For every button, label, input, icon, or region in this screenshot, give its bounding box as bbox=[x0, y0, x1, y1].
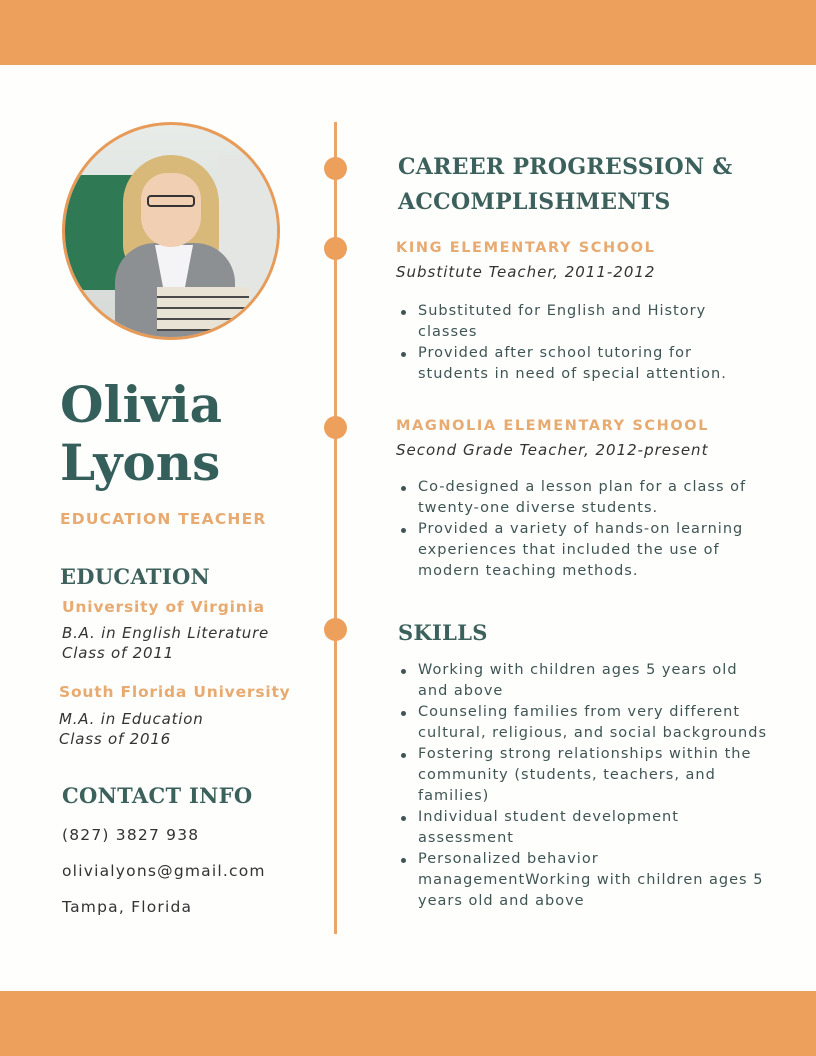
timeline-dot bbox=[324, 618, 347, 641]
job-school: KING ELEMENTARY SCHOOL bbox=[396, 240, 656, 256]
timeline-dot bbox=[324, 157, 347, 180]
list-item: Counseling families from very different cultural, religious, and social backgrounds bbox=[398, 702, 768, 744]
job-bullets bbox=[398, 477, 768, 582]
full-name bbox=[60, 376, 310, 492]
contact-heading: CONTACT INFO bbox=[62, 783, 253, 808]
profile-photo bbox=[62, 122, 280, 340]
skills-list bbox=[398, 660, 768, 912]
first-name: Olivia bbox=[60, 375, 222, 434]
face-graphic bbox=[141, 173, 201, 247]
timeline-dot bbox=[324, 416, 347, 439]
list-item: Co-designed a lesson plan for a class of twenty-one diverse students. bbox=[398, 477, 768, 519]
list-item: Substituted for English and History classes bbox=[398, 301, 768, 343]
career-heading-line2: ACCOMPLISHMENTS bbox=[398, 189, 671, 215]
job-bullets bbox=[398, 301, 768, 385]
list-item: Individual student development assessment bbox=[398, 807, 768, 849]
timeline-dot bbox=[324, 237, 347, 260]
career-heading bbox=[398, 150, 778, 220]
skills-heading: SKILLS bbox=[398, 620, 488, 645]
books-graphic bbox=[157, 287, 249, 331]
list-item: Working with children ages 5 years old and above bbox=[398, 660, 768, 702]
degree-year: Class of 2011 bbox=[62, 644, 175, 662]
degree-name: B.A. in English Literature bbox=[62, 624, 270, 642]
contact-location: Tampa, Florida bbox=[62, 898, 193, 916]
job-role: Substitute Teacher, 2011-2012 bbox=[396, 263, 656, 281]
contact-email[interactable]: olivialyons@gmail.com bbox=[62, 862, 266, 880]
list-item: Personalized behavior managementWorking with children ages 5 years old and above bbox=[398, 849, 768, 912]
education-school: University of Virginia bbox=[62, 598, 265, 616]
education-heading: EDUCATION bbox=[60, 564, 211, 589]
job-role-title: EDUCATION TEACHER bbox=[60, 510, 267, 528]
job-school: MAGNOLIA ELEMENTARY SCHOOL bbox=[396, 418, 710, 434]
career-heading-line1: CAREER PROGRESSION & bbox=[398, 154, 733, 180]
degree-name: M.A. in Education bbox=[59, 710, 204, 728]
list-item: Fostering strong relationships within the community (students, teachers, and families) bbox=[398, 744, 768, 807]
last-name: Lyons bbox=[60, 433, 221, 492]
degree-year: Class of 2016 bbox=[59, 730, 172, 748]
education-degree bbox=[59, 709, 204, 749]
bottom-accent-band bbox=[0, 991, 816, 1056]
list-item: Provided a variety of hands-on learning experiences that included the use of modern teaching methods. bbox=[398, 519, 768, 582]
education-school: South Florida University bbox=[59, 683, 291, 701]
list-item: Provided after school tutoring for students in need of special attention. bbox=[398, 343, 768, 385]
education-degree bbox=[62, 623, 269, 663]
glasses-graphic bbox=[147, 195, 195, 207]
top-accent-band bbox=[0, 0, 816, 65]
contact-phone[interactable]: (827) 3827 938 bbox=[62, 826, 200, 844]
job-role: Second Grade Teacher, 2012-present bbox=[396, 441, 709, 459]
